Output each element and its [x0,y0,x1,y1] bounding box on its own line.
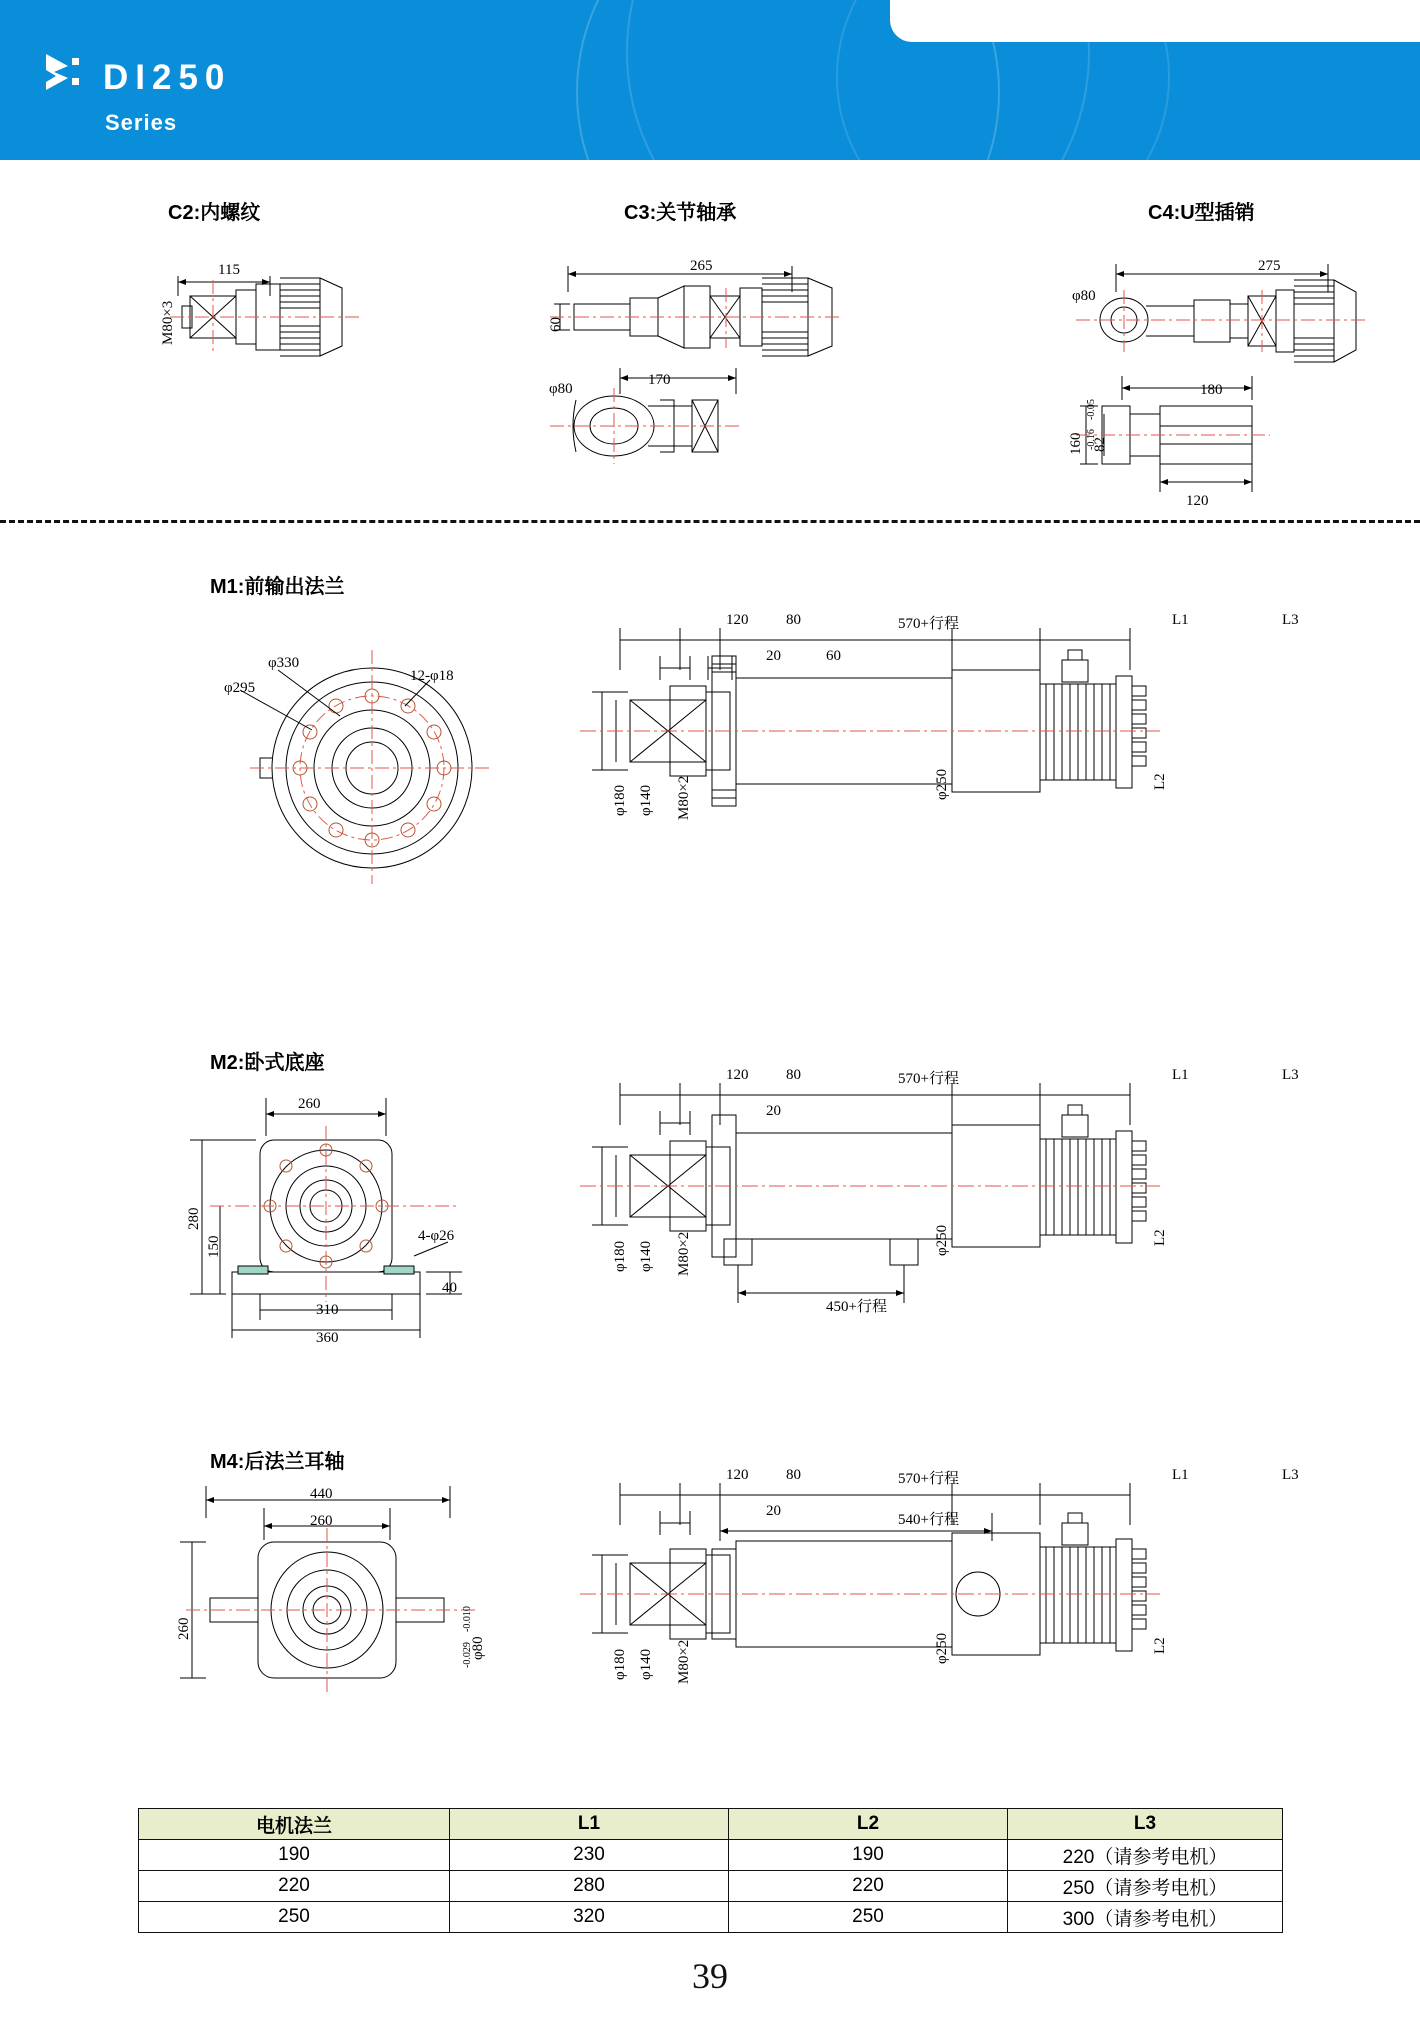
dim-c3-phi80: φ80 [549,381,573,397]
page-title: DI250 [103,58,232,97]
table-cell: 320 [450,1902,729,1933]
table-cell: 250（请参考电机） [1008,1871,1283,1902]
section-label-m4: M4:后法兰耳轴 [210,1451,345,1473]
drawing-m1-side [600,600,1360,880]
dim-c4-82: 82 [1092,437,1108,452]
dim-m4-l2: L2 [1152,1637,1168,1654]
dim-m4-phi180: φ180 [612,1648,628,1680]
table-cell: 300（请参考电机） [1008,1902,1283,1933]
dim-m2-4phi26: 4-φ26 [418,1228,455,1244]
table-header-cell: 电机法兰 [139,1809,450,1840]
dim-m1-20: 20 [766,648,781,664]
dim-m4-260-top: 260 [310,1513,333,1529]
dim-m2-360: 360 [316,1330,339,1346]
section-label-m2: M2:卧式底座 [210,1052,325,1074]
dim-m4-570: 570+行程 [898,1471,959,1487]
table-cell: 250 [139,1902,450,1933]
dim-c3-170: 170 [648,372,671,388]
dim-m2-l1: L1 [1172,1067,1189,1083]
dim-m4-tol-lower: -0.029 [462,1642,473,1668]
header-notch [890,0,1420,42]
dim-m4-20: 20 [766,1503,781,1519]
dim-c3-60: 60 [548,317,564,332]
dim-m1-l3: L3 [1282,612,1299,628]
arrow-logo-icon [42,52,86,104]
table-header-cell: L1 [450,1809,729,1840]
drawing-m2-side [600,1055,1360,1335]
dim-c2-m80x3: M80×3 [160,300,176,345]
table-cell: 230 [450,1840,729,1871]
table-header-cell: L3 [1008,1809,1283,1840]
table-cell: 220（请参考电机） [1008,1840,1283,1871]
dim-m1-80: 80 [786,612,801,628]
dim-m1-phi250: φ250 [934,768,950,800]
table-cell: 220 [729,1871,1008,1902]
dim-m1-m80x2: M80×2 [676,775,692,820]
spec-table [138,1808,1283,1933]
dim-c4-phi80: φ80 [1072,288,1096,304]
page-number: 39 [692,1956,728,1996]
dim-m2-260: 260 [298,1096,321,1112]
table-cell: 280 [450,1871,729,1902]
drawing-m4-front [166,1480,506,1720]
dim-m4-phi80: φ80 [470,1636,486,1660]
dim-c4-tol-lower: -0.05 [1086,399,1097,420]
dim-m1-phi295: φ295 [224,680,256,696]
dim-m1-60: 60 [826,648,841,664]
drawing-c3 [540,248,900,498]
dim-c2-115: 115 [218,262,240,278]
dim-m1-570: 570+行程 [898,616,959,632]
dim-m2-m80x2: M80×2 [676,1231,692,1276]
table-cell: 250 [729,1902,1008,1933]
dim-m2-280: 280 [186,1207,202,1230]
dim-m2-l3: L3 [1282,1067,1299,1083]
table-header-cell: L2 [729,1809,1008,1840]
dim-m2-phi250: φ250 [934,1224,950,1256]
dim-m2-phi140: φ140 [638,1240,654,1272]
dim-m1-120: 120 [726,612,749,628]
dim-m1-l1: L1 [1172,612,1189,628]
dim-c4-tol-upper: -0.16 [1086,429,1097,450]
dim-c3-265: 265 [690,258,713,274]
dim-m4-260-left: 260 [176,1617,192,1640]
page-subtitle: Series [105,110,178,135]
section-divider [0,520,1420,523]
dim-c4-275: 275 [1258,258,1281,274]
dim-m2-80: 80 [786,1067,801,1083]
dim-m2-l2: L2 [1152,1229,1168,1246]
dim-m2-570: 570+行程 [898,1071,959,1087]
drawing-m4-side [600,1455,1360,1725]
drawing-c2 [170,250,470,410]
dim-m2-40: 40 [442,1280,457,1296]
dim-m2-310: 310 [316,1302,339,1318]
dim-m4-phi250: φ250 [934,1632,950,1664]
dim-m4-540: 540+行程 [898,1512,959,1528]
dim-m4-l3: L3 [1282,1467,1299,1483]
dim-m4-80: 80 [786,1467,801,1483]
dim-m1-12phi18: 12-φ18 [410,668,454,684]
section-label-c2: C2:内螺纹 [168,202,261,224]
drawing-c4 [1060,248,1390,528]
dim-c4-120: 120 [1186,493,1209,509]
dim-m2-120: 120 [726,1067,749,1083]
dim-m2-phi180: φ180 [612,1240,628,1272]
section-label-m1: M1:前输出法兰 [210,576,345,598]
table-cell: 190 [139,1840,450,1871]
section-label-c3: C3:关节轴承 [624,202,737,224]
page-header [0,0,1420,160]
dim-m2-450: 450+行程 [826,1299,887,1315]
dim-m1-phi330: φ330 [268,655,300,671]
dim-m4-120: 120 [726,1467,749,1483]
dim-c4-180: 180 [1200,382,1223,398]
dim-m4-m80x2: M80×2 [676,1639,692,1684]
dim-m1-phi140: φ140 [638,784,654,816]
table-header-row [139,1809,1283,1840]
table-row [139,1840,1283,1871]
dim-m2-20: 20 [766,1103,781,1119]
dim-m1-l2: L2 [1152,773,1168,790]
dim-m2-150: 150 [206,1235,222,1258]
table-cell: 220 [139,1871,450,1902]
table-row [139,1871,1283,1902]
table-cell: 190 [729,1840,1008,1871]
dim-m4-phi140: φ140 [638,1648,654,1680]
table-row [139,1902,1283,1933]
dim-m4-tol-upper: -0.010 [462,1606,473,1632]
drawing-m1-front [220,640,500,880]
section-label-c4: C4:U型插销 [1148,202,1255,224]
dim-m4-440: 440 [310,1486,333,1502]
dim-m1-phi180: φ180 [612,784,628,816]
dim-c4-160: 160 [1068,432,1084,455]
dim-m4-l1: L1 [1172,1467,1189,1483]
